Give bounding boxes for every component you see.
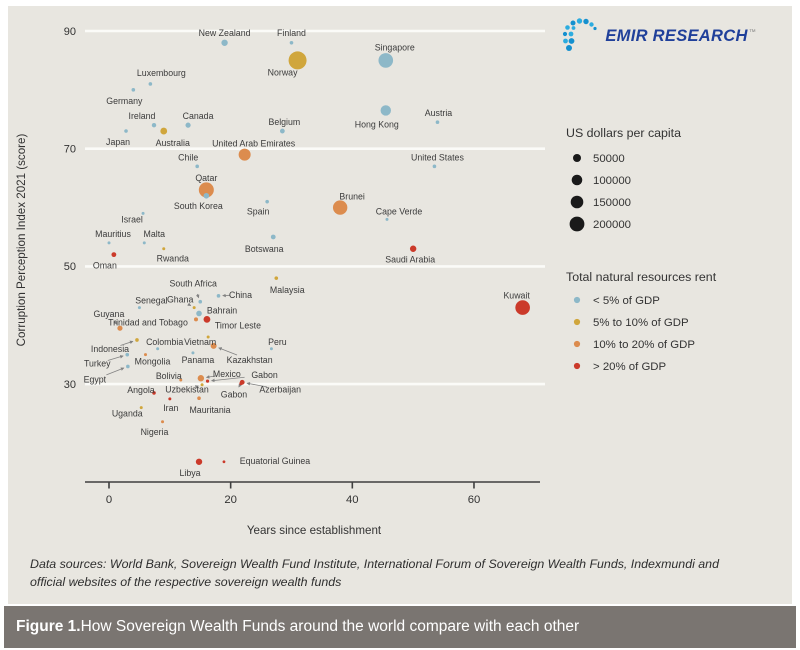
size-legend-label: 100000 (593, 175, 632, 187)
data-point (198, 300, 202, 304)
data-point (217, 294, 221, 298)
figure-caption-text: How Sovereign Wealth Funds around the world compare with each other (80, 618, 580, 635)
country-label: Belgium (268, 117, 301, 128)
y-tick-label: 70 (63, 143, 76, 156)
data-point (206, 380, 209, 383)
country-label: Chile (178, 152, 199, 163)
leader-line (197, 294, 198, 298)
country-label: Equatorial Guinea (239, 455, 311, 466)
data-point (223, 460, 226, 463)
data-point (274, 276, 278, 280)
country-label: Azerbaijan (259, 384, 302, 395)
data-point (196, 459, 202, 465)
country-label: Cape Verde (375, 206, 423, 217)
country-label: Norway (267, 67, 298, 78)
color-legend-dot (574, 363, 580, 369)
country-label: Israel (121, 214, 143, 225)
data-point (161, 420, 164, 423)
leader-line (190, 305, 191, 306)
data-point (333, 200, 347, 214)
country-label: Luxembourg (136, 67, 186, 78)
country-label: Peru (268, 336, 287, 347)
country-label: New Zealand (198, 27, 251, 38)
x-tick-label: 40 (346, 494, 359, 506)
country-label: Uzbekistan (165, 384, 209, 395)
country-label: Guyana (93, 309, 125, 320)
data-point (198, 375, 204, 381)
size-legend-label: 200000 (593, 219, 632, 231)
country-label: Germany (106, 95, 143, 106)
country-label: Gabon (251, 370, 278, 381)
country-label: Angola (127, 384, 155, 395)
data-point (195, 165, 199, 169)
data-point (196, 311, 202, 317)
country-label: Libya (179, 467, 201, 478)
emir-research-logo-text: EMIR RESEARCH™ (605, 26, 756, 45)
color-legend-label: 5% to 10% of GDP (593, 317, 689, 329)
country-label: Rwanda (156, 253, 189, 264)
data-point (265, 200, 269, 204)
data-point (152, 123, 156, 127)
data-point (239, 382, 242, 385)
x-tick-label: 60 (467, 494, 481, 506)
country-label: Trinidad and Tobago (108, 317, 188, 328)
x-tick-label: 20 (224, 494, 237, 506)
country-label: Indonesia (90, 343, 130, 354)
country-label: Ghana (166, 294, 194, 305)
country-label: Malaysia (269, 285, 305, 296)
y-axis-title: Corruption Perception Index 2021 (score) (15, 133, 28, 347)
data-point (385, 218, 388, 221)
data-point (138, 306, 141, 309)
country-label: Finland (277, 27, 306, 38)
country-label: Egypt (83, 374, 107, 385)
data-point (239, 149, 251, 161)
data-point (433, 165, 437, 169)
data-point (381, 105, 391, 115)
data-point (197, 396, 201, 400)
y-tick-label: 30 (63, 378, 76, 391)
data-point (221, 40, 227, 46)
color-legend-dot (574, 341, 580, 347)
country-label: China (228, 289, 252, 300)
size-legend-dot (572, 175, 583, 186)
data-point (193, 306, 196, 309)
x-axis-title: Years since establishment (246, 524, 382, 537)
data-point (290, 41, 294, 45)
country-label: United Arab Emirates (212, 138, 296, 149)
size-legend-dot (573, 154, 581, 162)
country-label: Uganda (111, 408, 143, 419)
color-legend-label: < 5% of GDP (593, 295, 660, 307)
country-label: Colombia (146, 336, 184, 347)
figure-caption-number: Figure 1. (16, 618, 81, 635)
data-point (204, 193, 210, 199)
country-label: Senegal (135, 295, 168, 306)
color-legend-title: Total natural resources rent (566, 270, 717, 284)
leader-line (106, 368, 123, 375)
country-label: Malta (143, 228, 166, 239)
data-point (515, 300, 530, 315)
data-point (436, 120, 440, 124)
country-label: Mexico (212, 369, 241, 380)
data-point (149, 82, 153, 86)
data-point (270, 347, 273, 350)
data-point (271, 235, 276, 240)
size-legend-label: 50000 (593, 153, 625, 165)
size-legend-label: 150000 (593, 197, 632, 209)
data-point (204, 316, 211, 323)
y-tick-label: 90 (63, 25, 76, 38)
country-label: Spain (246, 206, 270, 217)
figure-caption-bar (4, 606, 796, 648)
emir-research-logo (562, 18, 756, 54)
trademark-symbol: ™ (748, 29, 756, 36)
country-label: Timor Leste (214, 320, 261, 331)
country-label: United States (411, 152, 464, 163)
data-point (124, 129, 128, 133)
data-point (160, 128, 167, 135)
country-label: Singapore (374, 42, 415, 53)
color-legend-label: 10% to 20% of GDP (593, 339, 695, 351)
color-legend-label: > 20% of GDP (593, 361, 667, 373)
data-point (132, 88, 136, 92)
data-point (410, 246, 416, 252)
country-label: Oman (92, 260, 117, 271)
data-point (280, 129, 285, 134)
country-label: Botswana (244, 243, 284, 254)
data-point (162, 247, 165, 250)
data-point (108, 241, 111, 244)
data-point (185, 123, 190, 128)
country-label: South Africa (169, 278, 217, 289)
data-point (111, 252, 116, 257)
country-label: Bolivia (155, 370, 182, 381)
country-label: Panama (181, 354, 215, 365)
country-label: Iran (163, 402, 179, 413)
data-point (156, 347, 159, 350)
country-label: Turkey (83, 358, 111, 369)
country-label: Hong Kong (354, 119, 399, 130)
country-label: Brunei (339, 191, 365, 202)
size-legend-dot (571, 196, 584, 209)
color-legend-dot (574, 319, 580, 325)
country-label: Nigeria (140, 426, 169, 437)
x-tick-label: 0 (105, 494, 113, 506)
country-label: Gabon (220, 389, 248, 400)
leader-line (239, 385, 240, 387)
data-point (168, 397, 171, 400)
country-label: South Korea (173, 200, 223, 211)
country-label: Kuwait (503, 290, 530, 301)
country-label: Ireland (128, 111, 156, 122)
country-label: Bahrain (206, 305, 238, 316)
data-point (126, 365, 130, 369)
country-label: Mauritius (95, 228, 131, 239)
data-sources-note: Data sources: World Bank, Sovereign Wealth Fund Institute, International Forum of Sovereign Wealth Funds, Indexmundi and official websites of the respective sovereign wealth funds (30, 557, 719, 589)
country-label: Mauritania (189, 405, 231, 416)
country-label: Austria (424, 108, 453, 119)
color-legend-dot (574, 297, 580, 303)
data-point (143, 241, 146, 244)
data-point (378, 53, 393, 68)
country-label: Qatar (195, 172, 218, 183)
size-legend-dot (570, 217, 585, 232)
country-label: Canada (182, 111, 214, 122)
emir-research-logo-icon (562, 18, 598, 54)
country-label: Australia (155, 138, 190, 149)
country-label: Japan (106, 137, 131, 148)
size-legend-title: US dollars per capita (566, 126, 682, 140)
country-label: Kazakhstan (226, 354, 273, 365)
country-label: Mongolia (134, 356, 171, 367)
data-point (194, 317, 198, 321)
country-label: Saudi Arabia (385, 254, 436, 265)
data-point (135, 338, 139, 342)
country-label: Vietnam (184, 337, 217, 348)
y-tick-label: 50 (63, 261, 76, 274)
